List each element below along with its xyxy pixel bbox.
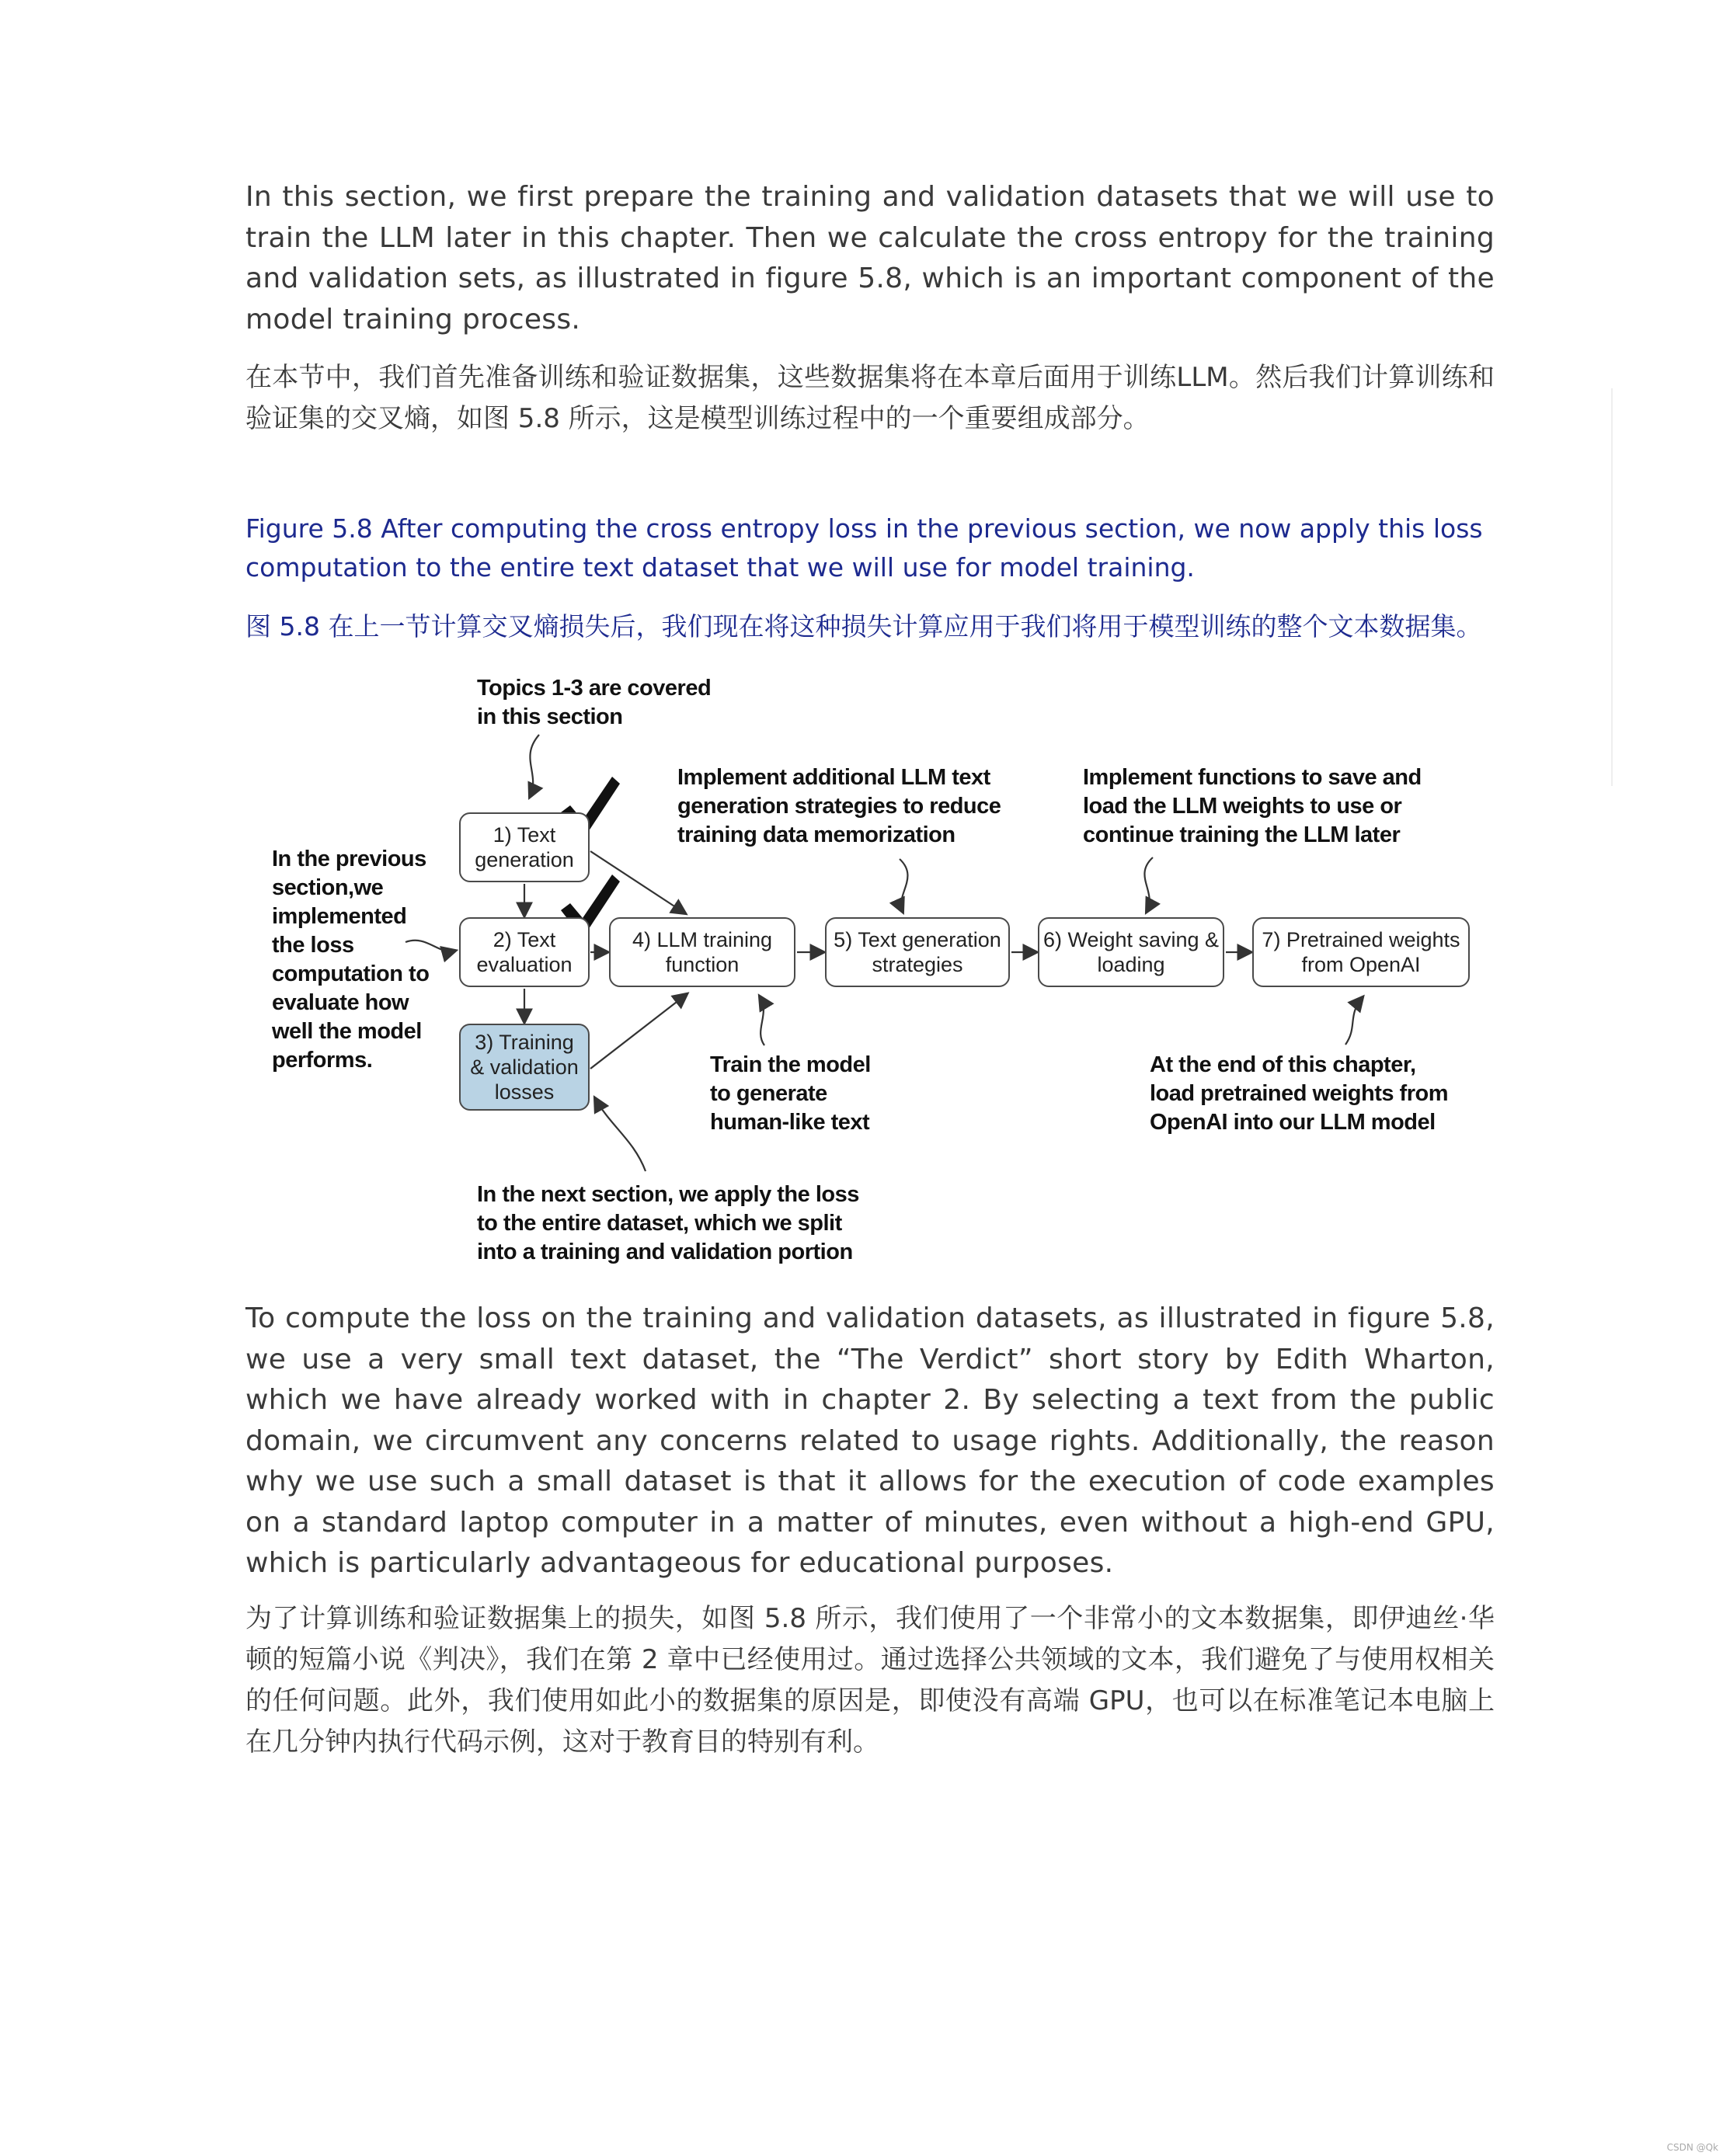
figure-caption-en: Figure 5.8 After computing the cross entropy loss in the previous section, we now apply this loss computation to the entire text dataset that we will use for model training. (245, 513, 1483, 582)
squiggle-train (760, 996, 764, 1045)
note-topics: Topics 1-3 are covered in this section (477, 676, 712, 729)
note-next-section: In the next section, we apply the loss to the entire dataset, which we split into a training and validation portion (477, 1182, 859, 1264)
squiggle-end (1345, 997, 1363, 1045)
watermark: CSDN @Qk (1666, 2142, 1718, 2153)
arrow-3-to-4 (590, 994, 687, 1069)
intro-paragraph-en: In this section, we first prepare the training and validation datasets that we will use to train the LLM later in this chapter. Then we calculate the cross entropy for the training and validation sets, as illustrated in figure 5.8, which is an important component of the model training process. (245, 181, 1495, 336)
note-strategies: Implement additional LLM text generation strategies to reduce training data memorization (677, 765, 1001, 847)
squiggle-strategies (900, 859, 907, 912)
step-3-box: 3) Training & validation losses (459, 1024, 590, 1111)
squiggle-weights (1144, 857, 1153, 912)
dataset-paragraph-zh: 为了计算训练和验证数据集上的损失，如图 5.8 所示，我们使用了一个非常小的文本数据集，即伊迪丝·华顿的短篇小说《判决》，我们在第 2 章中已经使用过。通过选择公共领域的文本，我们避免了与使用权相关的任何问题。此外，我们使用如此小的数据集的原因是，即使没有高端 GPU，也可以在标准笔记本电脑上在几分钟内执行代码示例，这对于教育目的特别有利。 (245, 1603, 1495, 1758)
step-5-box: 5) Text generation strategies (825, 917, 1010, 987)
note-weights: Implement functions to save and load the LLM weights to use or continue training the LLM later (1083, 765, 1422, 847)
figure-caption-zh: 图 5.8 在上一节计算交叉熵损失后，我们现在将这种损失计算应用于我们将用于模型训练的整个文本数据集。 (245, 611, 1482, 642)
note-previous-section: In the previous section,we implemented the loss computation to evaluate how well the model performs. (272, 847, 430, 1073)
step-4-box: 4) LLM training function (609, 917, 795, 987)
note-train-model: Train the model to generate human-like text (710, 1052, 871, 1135)
step-1-box: 1) Text generation (459, 812, 590, 882)
squiggle-next (595, 1098, 646, 1171)
step-2-box: 2) Text evaluation (459, 917, 590, 987)
dataset-paragraph-en: To compute the loss on the training and validation datasets, as illustrated in figure 5.8, we use a very small text dataset, the “The Verdict” short story by Edith Wharton, which we have already worked with in chapter 2. By selecting a text from the public domain, we circumvent any concerns related to usage rights. Additionally, the reason why we use such a small dataset is that it allows for the execution of code examples on a standard laptop computer in a matter of minutes, even without a high-end GPU, which is particularly advantageous for educational purposes. (245, 1302, 1495, 1579)
note-end-of-chapter: At the end of this chapter, load pretrained weights from OpenAI into our LLM model (1150, 1052, 1448, 1135)
squiggle-topics (530, 735, 539, 797)
step-6-box: 6) Weight saving & loading (1038, 917, 1224, 987)
scroll-guide-line (1611, 388, 1613, 786)
step-7-box: 7) Pretrained weights from OpenAI (1252, 917, 1470, 987)
figure-5-8-diagram (245, 674, 1488, 1280)
intro-paragraph-zh: 在本节中，我们首先准备训练和验证数据集，这些数据集将在本章后面用于训练LLM。然后我们计算训练和验证集的交叉熵，如图 5.8 所示，这是模型训练过程中的一个重要组成部分。 (245, 362, 1495, 434)
